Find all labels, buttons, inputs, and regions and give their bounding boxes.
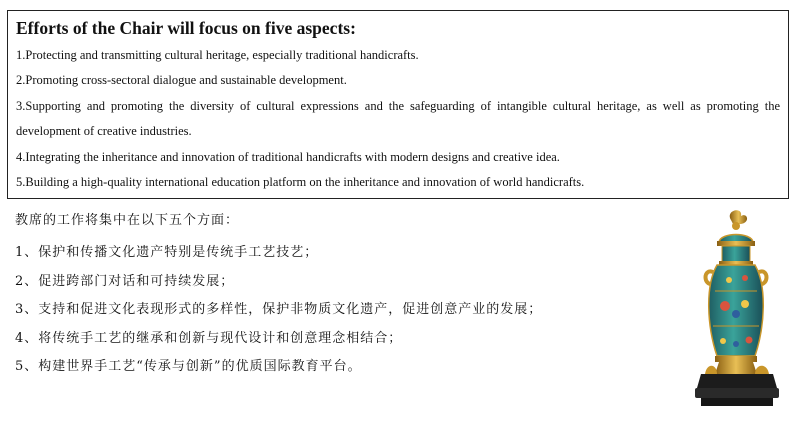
english-aspect-2: 2.Promoting cross-sectoral dialogue and sustainable development. — [16, 73, 347, 88]
english-aspect-5: 5.Building a high-quality international education platform on the inheritance and innovation of world handicrafts. — [16, 175, 585, 190]
chinese-aspect-2: 2、促进跨部门对话和可持续发展； — [15, 273, 235, 289]
english-aspect-3: 3.Supporting and promoting the diversity of cultural expressions and the safeguarding of intangible cultural heritage, as well as promoting the development of creative industries. — [16, 98, 780, 139]
english-aspect-1: 1.Protecting and transmitting cultural heritage, especially traditional handicrafts. — [16, 48, 419, 62]
chinese-aspects-block — [15, 211, 675, 386]
english-title: Efforts of the Chair will focus on five aspects: — [16, 18, 356, 38]
chinese-aspect-3: 3、支持和促进文化表现形式的多样性，保护非物质文化遗产，促进创意产业的发展； — [15, 302, 543, 317]
chinese-aspect-5: 5、构建世界手工艺“传承与创新”的优质国际教育平台。 — [15, 359, 362, 374]
cloisonne-vase-icon — [695, 206, 779, 416]
english-aspects-list — [16, 43, 780, 195]
chinese-aspect-4: 4、将传统手工艺的继承和创新与现代设计和创意理念相结合； — [15, 330, 403, 346]
english-aspects-box — [7, 10, 789, 199]
english-aspect-4: 4.Integrating the inheritance and innovation of traditional handicrafts with modern designs and creative idea. — [16, 149, 560, 164]
chinese-title: 教席的工作将集中在以下五个方面： — [15, 213, 240, 228]
chinese-aspect-1: 1、保护和传播文化遗产特别是传统手工艺技艺； — [15, 245, 319, 260]
